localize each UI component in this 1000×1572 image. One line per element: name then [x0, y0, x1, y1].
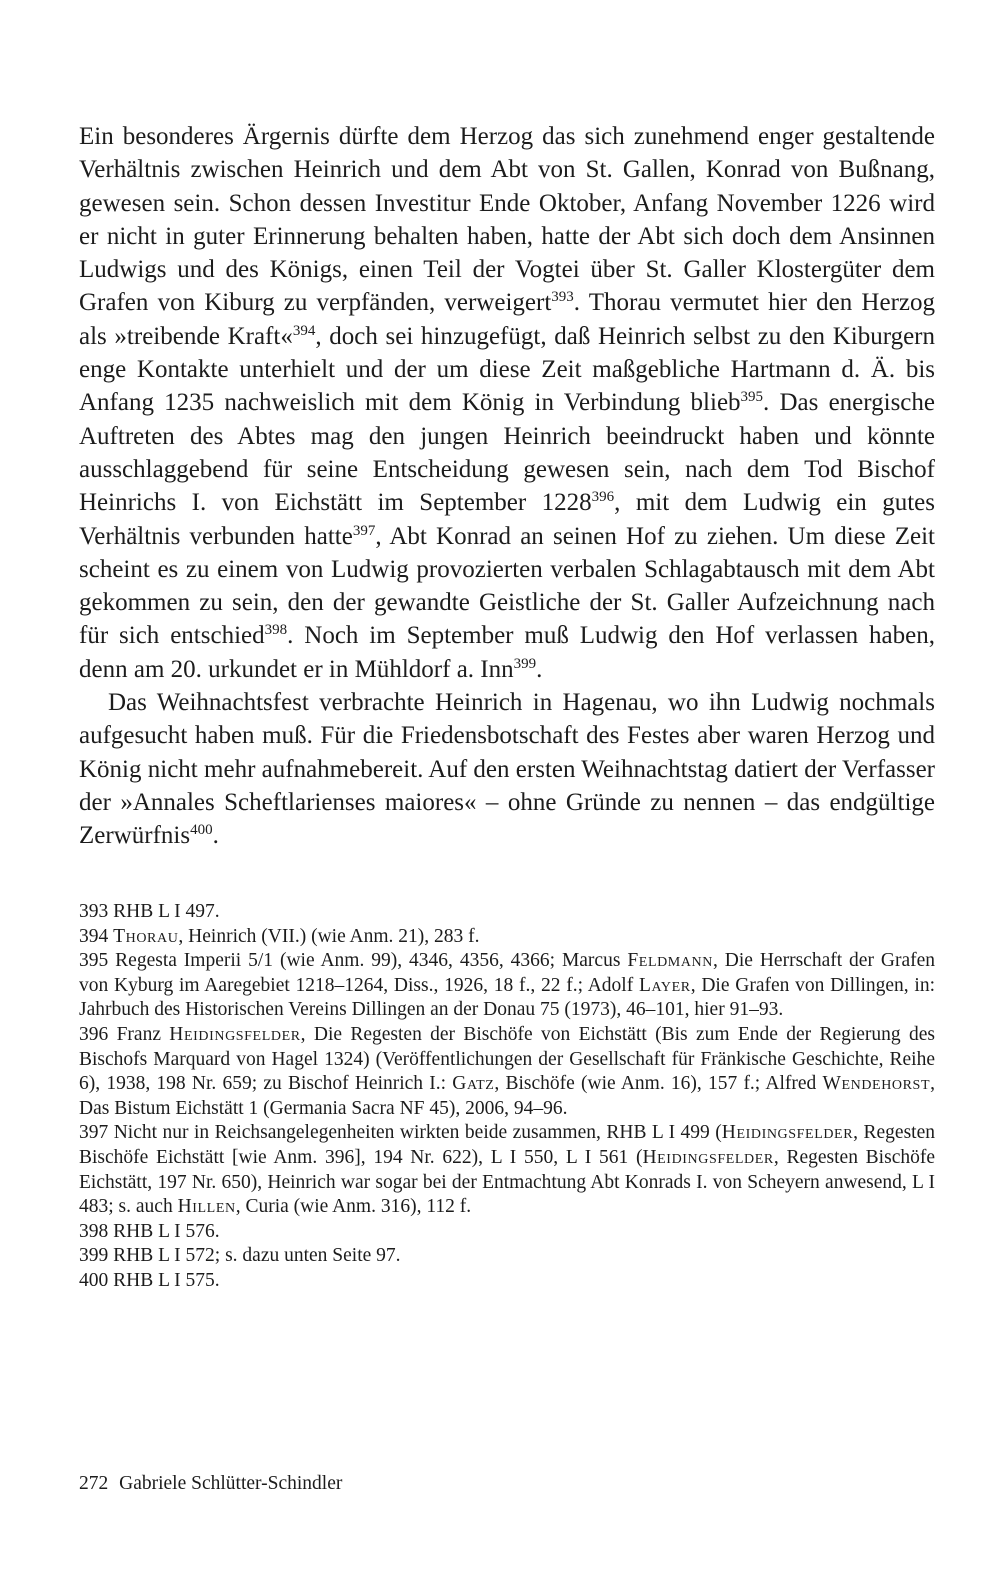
footnote-397: 397 Nicht nur in Reichsangelegenheiten wirkten beide zusammen, RHB L I 499 (Heidingsfelder, Regesten Bischöfe Eichstätt [wie Anm. 396], 194 Nr. 622), L I 550, L I 561 (Heidingsfelder, Regesten Bischöfe Eichstätt, 197 Nr. 650), Heinrich war sogar bei der Entmachtung Abt Konrads I. von Scheyern anwesend, L I 483; s. auch Hillen, Curia (wie Anm. 316), 112 f. — [79, 1122, 935, 1218]
footnote-395: 395 Regesta Imperii 5/1 (wie Anm. 99), 4346, 4356, 4366; Marcus Feldmann, Die Herrschaft der Grafen von Kyburg im Aaregebiet 1218–1264, Diss., 1926, 18 f., 22 f.; Adolf Layer, Die Grafen von Dillingen, in: Jahrbuch des Historischen Vereins Dillingen an der Donau 75 (1973), 46–101, hier 91–93. — [79, 950, 936, 1021]
paragraph: Ein besonderes Ärgernis dürfte dem Herzog das sich zunehmend enger gestaltende Verhältnis zwischen Heinrich und dem Abt von St. Gallen, Konrad von Bußnang, gewesen sein. Schon dessen Investitur Ende Oktober, Anfang November 1226 wird er nicht in guter Erinnerung behalten haben, hatte der Abt sich doch dem Ansinnen Ludwigs und des Königs, einen Teil der Vogtei über St. Galler Klostergüter dem Grafen von Kiburg zu verpfänden, verweigert$^{393}$. Thorau vermutet hier den Herzog als »treibende Kraft«$^{394}$, doch sei hinzugefügt, daß Heinrich selbst zu den Kiburgern enge Kontakte unterhielt und der um diese Zeit maßgebliche Hartmann d. Ä. bis Anfang 1235 nachweislich mit dem König in Verbindung blieb$^{395}$. Das energische Auftreten des Abtes mag den jungen Heinrich beeindruckt haben und könnte ausschlaggebend für seine Entscheidung gewesen sein, nach dem Tod Bischof Heinrichs I. von Eichstätt im September 1228$^{396}$, mit dem Ludwig ein gutes Verhältnis verbunden hatte$^{397}$, Abt Konrad an seinen Hof zu ziehen. Um diese Zeit scheint es zu einem von Ludwig provozierten verbalen Schlagabtausch mit dem Abt gekommen zu sein, den der gewandte Geistliche der St. Galler Aufzeichnung nach für sich entschied$^{398}$. Noch im September muß Ludwig den Hof verlassen haben, denn am 20. urkundet er in Mühldorf a. Inn$^{399}$. — [79, 123, 936, 683]
author-name: Feldmann — [627, 950, 713, 972]
paragraph: Das Weihnachtsfest verbrachte Heinrich in Hagenau, wo ihn Ludwig nochmals aufgesucht haben muß. Für die Friedensbotschaft des Festes aber waren Herzog und König nicht mehr aufnahmebereit. Auf den ersten Weihnachtstag datiert der Verfasser der »Annales Scheftlarienses maiores« – ohne Gründe zu nennen – das endgültige Zerwürfnis$^{400}$. — [79, 689, 935, 850]
main-text — [79, 120, 935, 853]
footnote-reference: 393 — [551, 289, 574, 306]
footnote-400: 400 RHB L I 575. — [79, 1269, 220, 1291]
footnote-394: 394 Thorau, Heinrich (VII.) (wie Anm. 21), 283 f. — [79, 925, 480, 947]
page-number: 272 — [79, 1473, 109, 1494]
author-name: Heidingsfelder — [721, 1122, 854, 1144]
footnotes — [79, 900, 935, 1294]
author-name: Layer — [638, 974, 691, 996]
author-name: Hillen — [177, 1196, 236, 1218]
page-footer — [79, 1472, 342, 1496]
footnote-reference: 399 — [513, 655, 537, 672]
author-name: Thorau — [113, 925, 179, 947]
author-name: Heidingsfelder — [642, 1146, 774, 1168]
author-name: Gatz — [452, 1073, 495, 1095]
author-name: Heidingsfelder — [169, 1023, 301, 1045]
footnote-reference: 400 — [190, 822, 213, 839]
running-author: Gabriele Schlütter-Schindler — [119, 1473, 343, 1494]
footnote-reference: 395 — [740, 389, 764, 406]
footnote-reference: 396 — [591, 489, 615, 506]
footnote-396: 396 Franz Heidingsfelder, Die Regesten der Bischöfe von Eichstätt (Bis zum Ende der Regierung des Bischofs Marquard von Hagel 1324) (Veröffentlichungen der Gesellschaft für Fränkische Geschichte, Reihe 6), 1938, 198 Nr. 659; zu Bischof Heinrich I.: Gatz, Bischöfe (wie Anm. 16), 157 f.; Alfred Wendehorst, Das Bistum Eichstätt 1 (Germania Sacra NF 45), 2006, 94–96. — [79, 1023, 935, 1119]
footnote-399: 399 RHB L I 572; s. dazu unten Seite 97. — [79, 1245, 401, 1267]
footnote-398: 398 RHB L I 576. — [79, 1220, 220, 1242]
footnote-reference: 394 — [292, 322, 316, 339]
footnote-reference: 398 — [264, 622, 288, 639]
footnote-reference: 397 — [352, 522, 376, 539]
author-name: Wendehorst — [822, 1073, 931, 1095]
footnote-393: 393 RHB L I 497. — [79, 901, 220, 922]
